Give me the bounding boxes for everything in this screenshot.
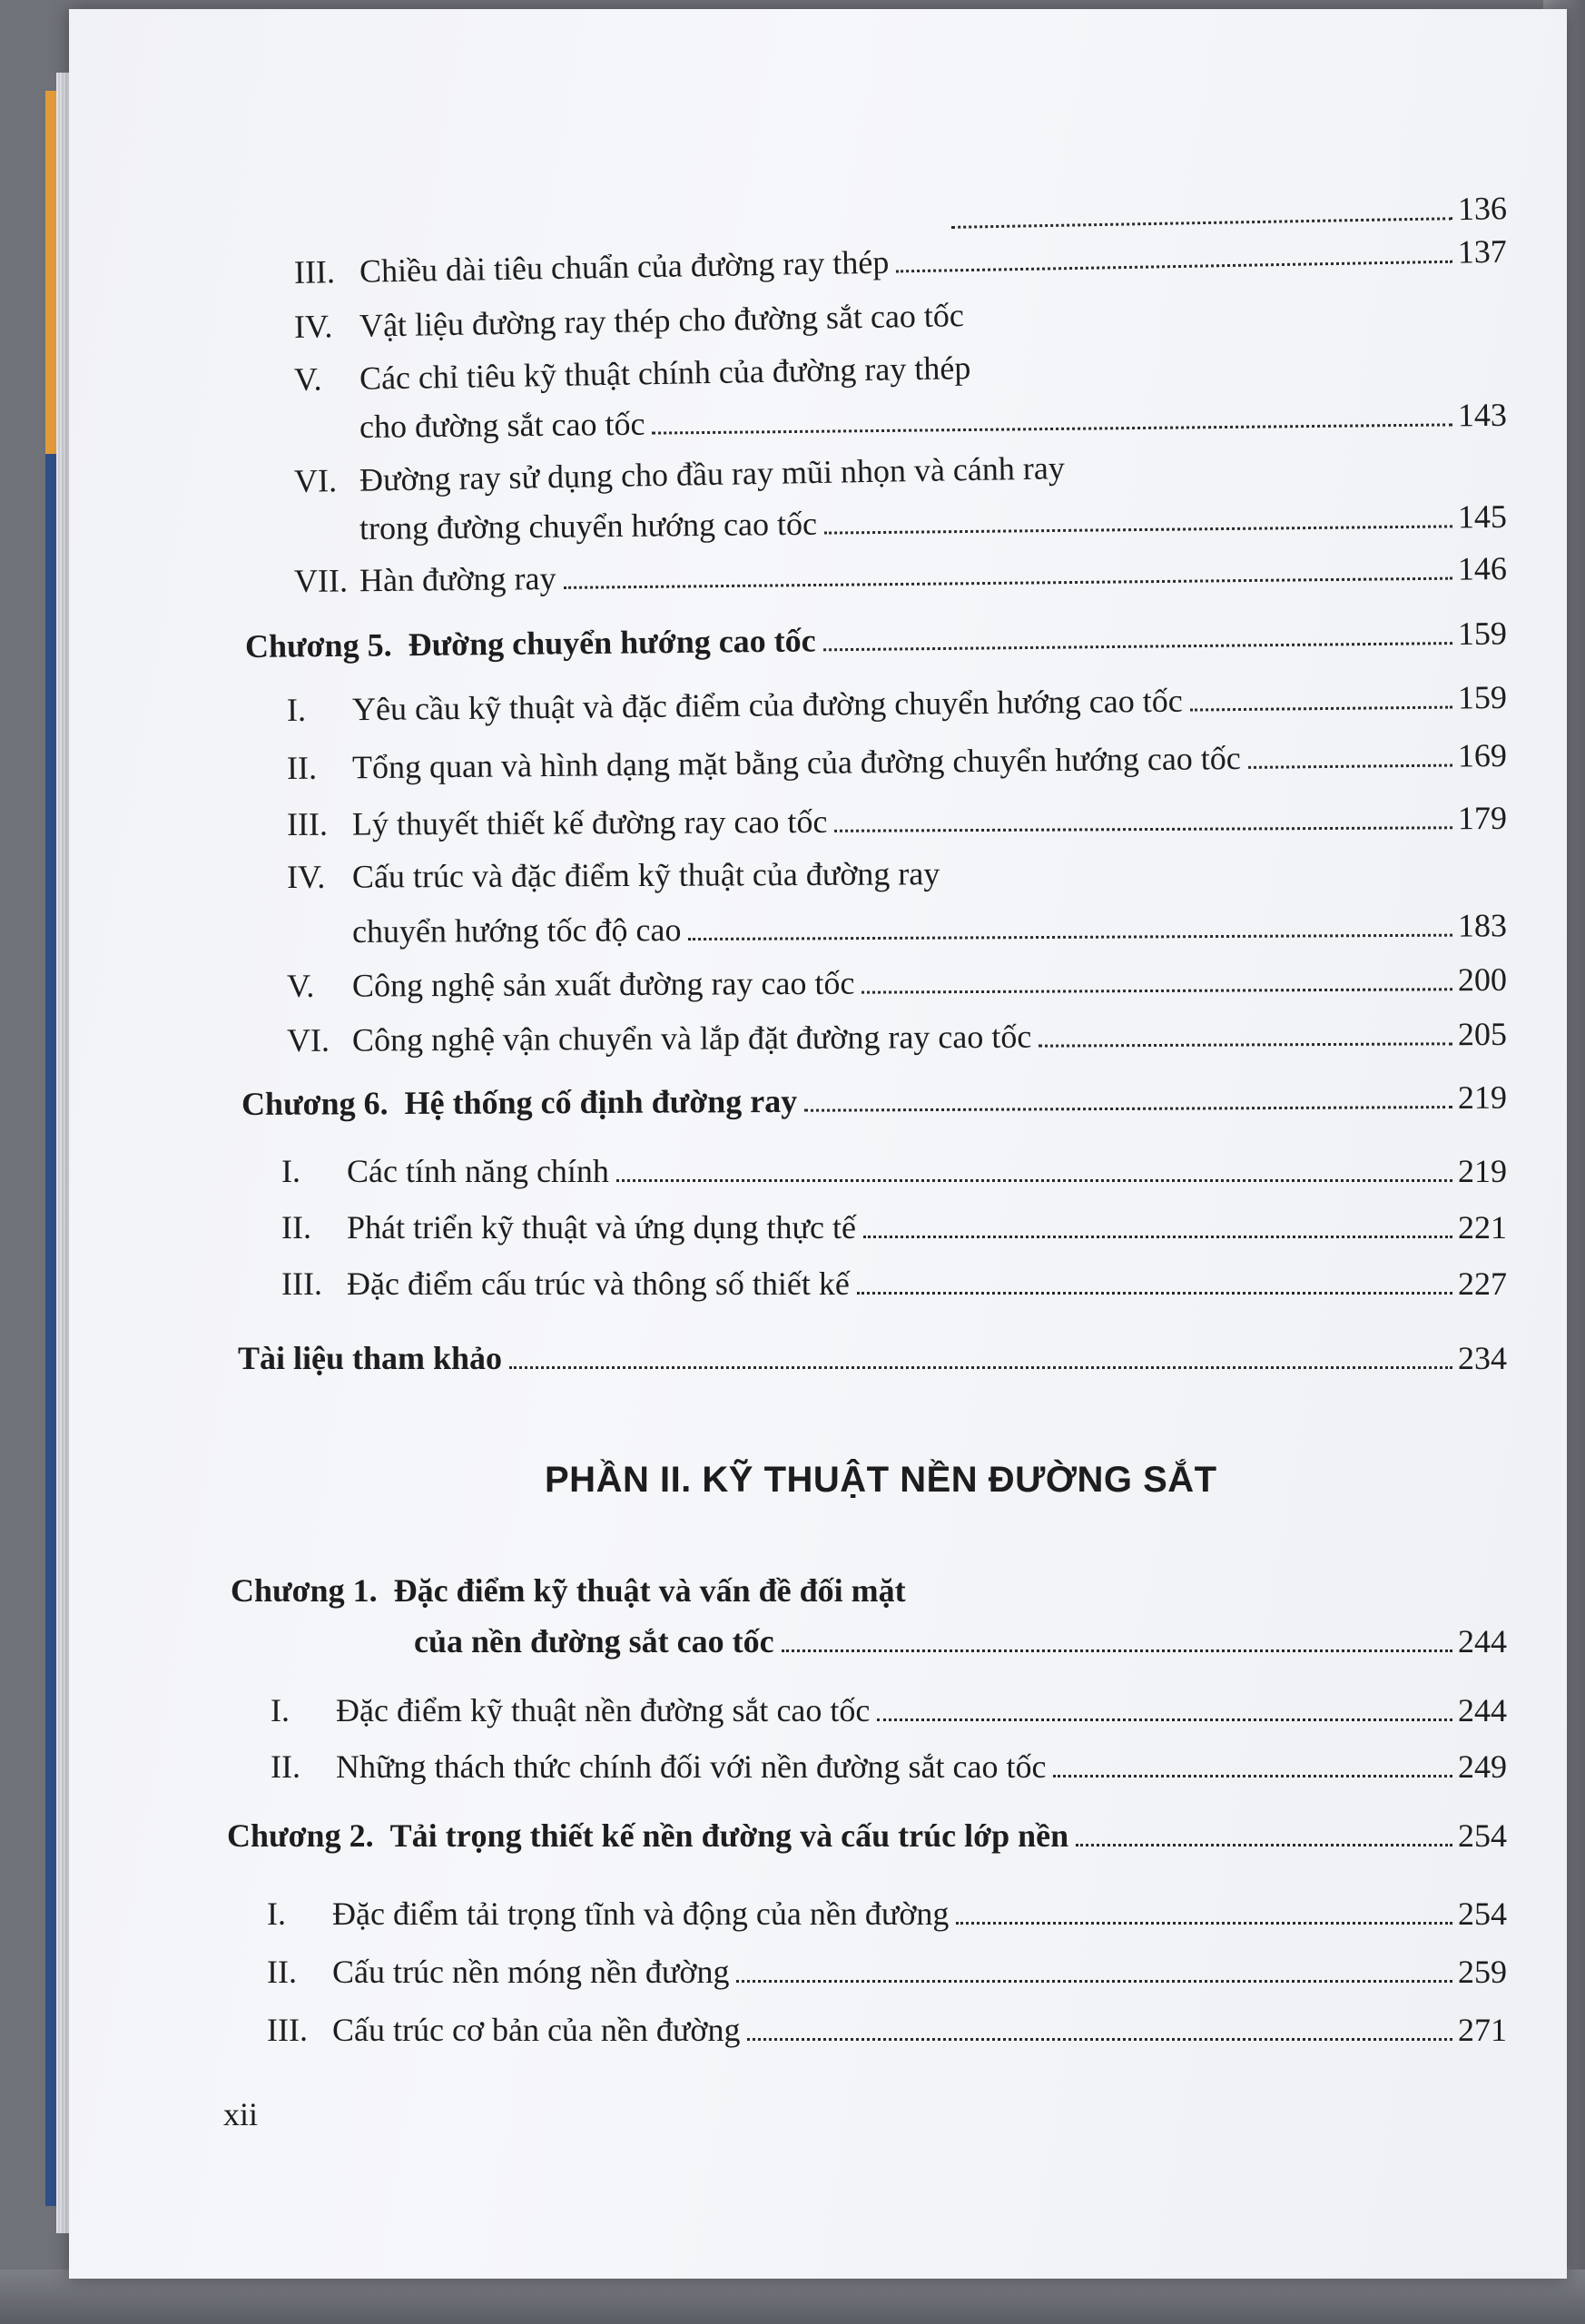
- toc-entry-title: Đặc điểm kỹ thuật và vấn đề đối mặt: [393, 1572, 906, 1609]
- toc-entry: [294, 295, 965, 347]
- toc-entry: [287, 1014, 1507, 1060]
- toc-entry-title: Hàn đường ray: [359, 559, 556, 599]
- toc-page-number: 244: [1458, 1692, 1507, 1728]
- toc-entry-number: IV.: [286, 858, 326, 895]
- toc-entry-title-cont: chuyển hướng tốc độ cao: [351, 911, 682, 950]
- toc-page-number: 145: [1457, 497, 1508, 536]
- toc-chapter-entry: [227, 1816, 1507, 1856]
- toc-entry-continuation: [359, 497, 1507, 548]
- toc-entry: [944, 188, 1508, 238]
- toc-entry-title: Cấu trúc và đặc điểm kỹ thuật của đường ray: [351, 855, 940, 895]
- toc-entry: [294, 348, 971, 399]
- toc-entry-title: Vật liệu đường ray thép cho đường sắt cao tốc: [359, 297, 965, 344]
- toc-page-number: 221: [1458, 1209, 1507, 1246]
- toc-entry: [287, 853, 940, 897]
- toc-entry-title: Cấu trúc cơ bản của nền đường: [332, 2012, 741, 2048]
- toc-entry: [267, 1894, 1507, 1934]
- toc-entry-continuation: [359, 395, 1507, 447]
- toc-page-number: 137: [1457, 232, 1508, 271]
- toc-entry-continuation: [352, 905, 1507, 951]
- toc-entry: [281, 1264, 1507, 1304]
- toc-page-number: 244: [1458, 1623, 1507, 1659]
- toc-entry-title-cont: của nền đường sắt cao tốc: [414, 1623, 774, 1659]
- toc-entry-title: Công nghệ vận chuyển và lắp đặt đường ray cao tốc: [351, 1018, 1032, 1059]
- toc-entry: [271, 1690, 1507, 1730]
- toc-entry-title: Các chỉ tiêu kỹ thuật chính của đường ray thép: [359, 349, 971, 397]
- toc-entry-number: I.: [281, 1153, 300, 1189]
- toc-chapter-entry: [231, 1571, 906, 1610]
- toc-page-number: 200: [1457, 960, 1508, 999]
- toc-page-number: 179: [1457, 799, 1508, 837]
- toc-page-number: 259: [1458, 1954, 1507, 1990]
- toc-page-number: 254: [1458, 1817, 1507, 1854]
- toc-page-number: 146: [1457, 550, 1508, 587]
- toc-entry: [281, 1151, 1507, 1191]
- toc-entry-title: Cấu trúc nền móng nền đường: [332, 1954, 730, 1990]
- toc-page-number: 234: [1458, 1340, 1507, 1376]
- toc-entry-number: VII.: [293, 562, 349, 599]
- toc-entry: [267, 2010, 1507, 2050]
- toc-entry: [267, 1952, 1507, 1992]
- toc-entry-number: VI.: [293, 462, 338, 499]
- toc-entry-title: Đường chuyển hướng cao tốc: [408, 622, 816, 664]
- toc-entry-title-cont: trong đường chuyển hướng cao tốc: [359, 505, 818, 547]
- toc-entry-number: II.: [267, 1954, 297, 1990]
- toc-chapter-entry: [245, 613, 1507, 666]
- toc-entry-continuation: [414, 1621, 1507, 1661]
- toc-entry-number: V.: [293, 360, 322, 398]
- toc-entry-title: Hệ thống cố định đường ray: [404, 1082, 798, 1122]
- toc-entry-title: Yêu cầu kỹ thuật và đặc điểm của đường chuyển hướng cao tốc: [351, 682, 1183, 728]
- toc-entry-title: Tài liệu tham khảo: [238, 1340, 503, 1376]
- toc-entry-number: VI.: [286, 1021, 330, 1059]
- toc-chapter-entry: [241, 1078, 1507, 1124]
- toc-entry-number: III.: [281, 1265, 322, 1302]
- toc-entry: [287, 735, 1507, 788]
- toc-entry: [294, 548, 1507, 601]
- toc-entry-title: Phát triển kỹ thuật và ứng dụng thực tế: [347, 1209, 856, 1246]
- toc-entry: [281, 1207, 1507, 1247]
- toc-entry-title: Đặc điểm tải trọng tĩnh và động của nền đường: [332, 1896, 950, 1932]
- toc-entry-number: II.: [281, 1209, 311, 1246]
- toc-page-number: 159: [1457, 615, 1508, 653]
- toc-page-number: 249: [1458, 1748, 1507, 1785]
- toc-entry-title: Các tính năng chính: [347, 1153, 609, 1189]
- toc-entry-number: IV.: [293, 308, 333, 345]
- toc-chapter-number: Chương 1.: [231, 1572, 378, 1609]
- toc-entry: [271, 1747, 1507, 1787]
- toc-entry-title: Công nghệ sản xuất đường ray cao tốc: [351, 964, 855, 1004]
- toc-entry-title: Đặc điểm cấu trúc và thông số thiết kế: [347, 1265, 850, 1302]
- toc-page-number: 219: [1458, 1153, 1507, 1189]
- toc-entry-title: Chiều dài tiêu chuẩn của đường ray thép: [359, 243, 890, 290]
- toc-entry-title-cont: cho đường sắt cao tốc: [359, 405, 645, 445]
- toc-chapter-number: Chương 2.: [227, 1817, 374, 1854]
- toc-entry-title: Tổng quan và hình dạng mặt bằng của đường chuyển hướng cao tốc: [351, 739, 1241, 786]
- toc-entry: [294, 448, 1066, 501]
- toc-entry-number: V.: [286, 967, 315, 1004]
- toc-page-number: 169: [1457, 736, 1508, 774]
- toc-page-number: 271: [1458, 2012, 1507, 2048]
- toc-entry-title: Tải trọng thiết kế nền đường và cấu trúc lớp nền: [389, 1817, 1069, 1854]
- toc-entry-number: I.: [271, 1692, 290, 1728]
- toc-entry-title: Đặc điểm kỹ thuật nền đường sắt cao tốc: [336, 1692, 871, 1728]
- toc-entry: [287, 798, 1507, 844]
- toc-page-number: 219: [1457, 1078, 1508, 1116]
- toc-entry-number: I.: [267, 1896, 286, 1932]
- toc-entry-number: III.: [286, 805, 329, 842]
- toc-page-number: 143: [1457, 396, 1508, 434]
- toc-page-number: 254: [1458, 1896, 1507, 1932]
- toc-entry-title: Lý thuyết thiết kế đường ray cao tốc: [351, 803, 828, 842]
- toc-entry: [294, 231, 1508, 292]
- toc-chapter-number: Chương 6.: [241, 1085, 389, 1122]
- toc-entry-number: I.: [286, 691, 307, 728]
- toc-page-number: 205: [1457, 1015, 1508, 1053]
- toc-page-number: 136: [1457, 190, 1508, 228]
- toc-entry-title: Những thách thức chính đối với nền đường sắt cao tốc: [336, 1748, 1047, 1785]
- toc-page-number: 183: [1457, 907, 1508, 944]
- toc-entry-number: III.: [293, 253, 336, 290]
- page-folio: xii: [223, 2096, 259, 2132]
- toc-chapter-number: Chương 5.: [244, 626, 392, 665]
- toc-page-number: 159: [1457, 678, 1508, 716]
- part-heading: PHẦN II. KỸ THUẬT NỀN ĐƯỜNG SẮT: [545, 1460, 1217, 1500]
- toc-entry: [287, 960, 1507, 1006]
- toc-entry-number: III.: [267, 2012, 308, 2048]
- toc-references-entry: [238, 1338, 1507, 1378]
- toc-entry: [287, 677, 1507, 730]
- toc-page-number: 227: [1458, 1265, 1507, 1302]
- toc-entry-title: Đường ray sử dụng cho đầu ray mũi nhọn và cánh ray: [359, 449, 1066, 498]
- toc-entry-number: II.: [286, 749, 318, 786]
- toc-entry-number: II.: [271, 1748, 300, 1785]
